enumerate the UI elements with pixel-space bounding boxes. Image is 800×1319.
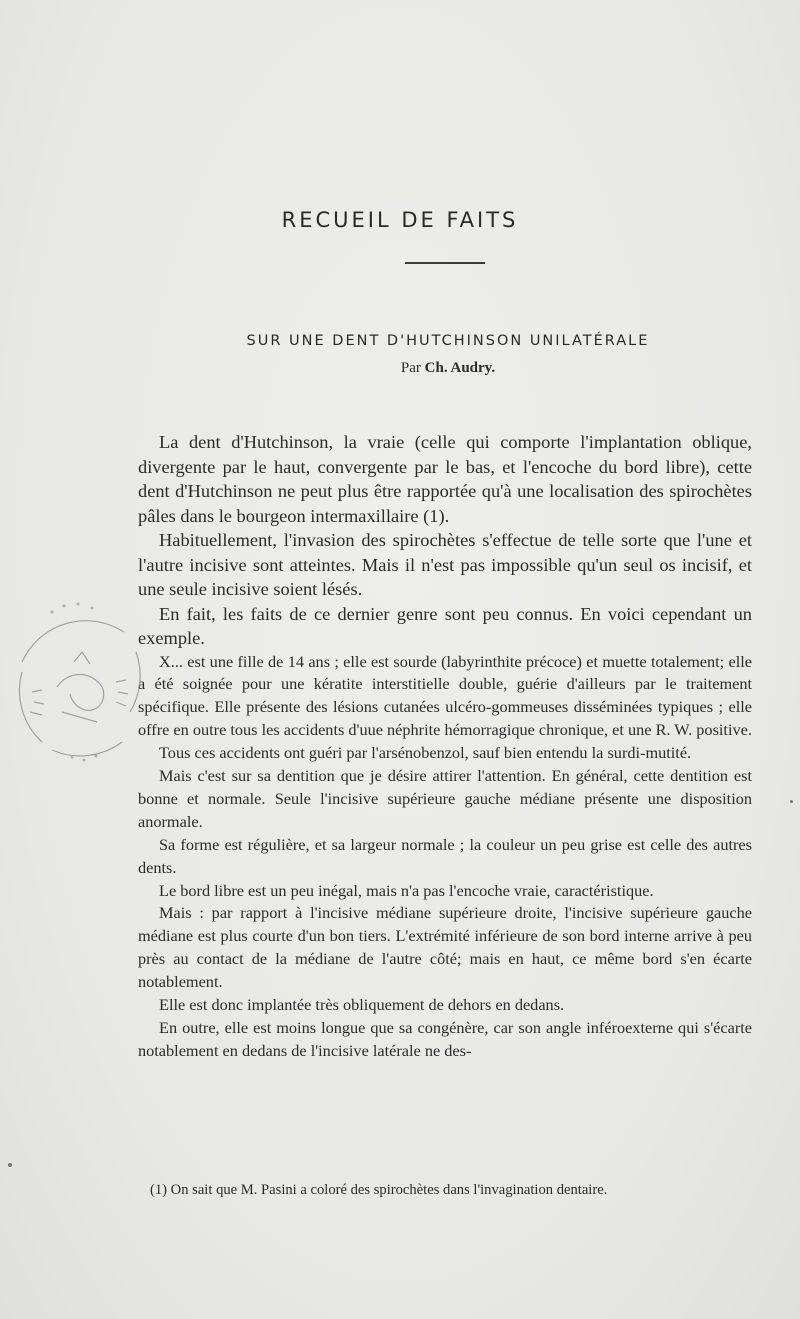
case-paragraph: Mais c'est sur sa dentition que je désire attirer l'attention. En général, cette dentition est bonne et normale. Seule l'incisive supérieure gauche médiane présente une disposition anormale.: [138, 766, 752, 831]
footnote: (1) On sait que M. Pasini a coloré des spirochètes dans l'invagination dentaire.: [150, 1182, 608, 1198]
paragraph: En fait, les faits de ce dernier genre sont peu connus. En voici cependant un exemple.: [138, 603, 752, 648]
ink-speck: [8, 1163, 12, 1167]
section-heading: RECUEIL DE FAITS: [281, 208, 519, 232]
case-paragraph: Elle est donc implantée très obliquement de dehors en dedans.: [159, 995, 565, 1015]
byline-prefix: Par: [400, 360, 421, 376]
case-paragraph: Sa forme est régulière, et sa largeur normale ; la couleur un peu grise est celle des autres dents.: [138, 834, 752, 877]
library-stamp-icon: [12, 592, 142, 772]
paragraph: La dent d'Hutchinson, la vraie (celle qui comporte l'implantation oblique, divergente par le haut, convergente par le bas, et l'encoche du bord libre), cette dent d'Hutchinson ne peut plus être rapportée qu'à une localisation des spirochètes pâles dans le bourgeon intermaxillaire (1).: [138, 432, 752, 526]
author-name: Ch. Audry.: [424, 360, 496, 376]
heading-rule: [405, 262, 485, 264]
case-paragraph: Le bord libre est un peu inégal, mais n'a pas l'encoche vraie, caractéristique.: [159, 880, 654, 900]
case-paragraph: En outre, elle est moins longue que sa congénère, car son angle inféroexterne qui s'écarte notablement en dedans de l'incisive latérale ne des-: [138, 1018, 752, 1060]
case-paragraph: Tous ces accidents ont guéri par l'arsénobenzol, sauf bien entendu la surdi-mutité.: [159, 743, 692, 763]
case-paragraph: Mais : par rapport à l'incisive médiane supérieure droite, l'incisive supérieure gauche médiane est plus courte d'un bon tiers. L'extrémité inférieure de son bord interne arrive à peu près au contact de la médiane de l'autre côté; mais en haut, ce même bord s'en écarte notablement.: [138, 903, 752, 992]
byline: [0, 360, 800, 377]
ink-speck: [790, 800, 793, 803]
article-title: SUR UNE DENT D'HUTCHINSON UNILATÉRALE: [246, 333, 650, 349]
case-paragraph: X... est une fille de 14 ans ; elle est sourde (labyrinthite précoce) et muette totalement; elle a été soignée pour une kératite interstitielle double, guérie d'ailleurs par le traitement spécifique. Elle présente des lésions cutanées ulcéro-gommeuses disséminées typiques ; elle offre en outre tous les accidents d'uue néphrite hémorragique chronique, et une R. W. positive.: [138, 651, 752, 740]
article-body: [138, 430, 752, 1063]
paragraph: Habituellement, l'invasion des spirochètes s'effectue de telle sorte que l'une et l'autre incisive sont atteintes. Mais il n'est pas impossible qu'un seul os incisif, et une seule incisive soient lésés.: [138, 530, 752, 599]
